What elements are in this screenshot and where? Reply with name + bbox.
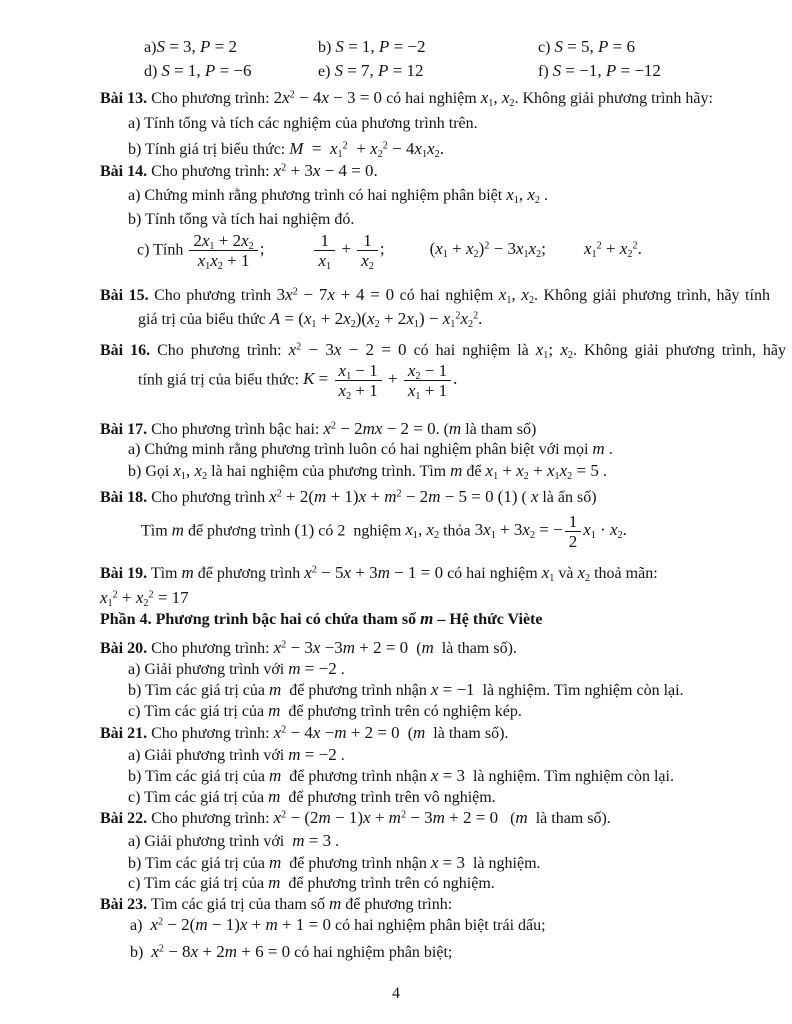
- text-run: c): [538, 39, 555, 56]
- math-run: m: [268, 873, 281, 892]
- text-run: Cho phương trình: [148, 287, 277, 304]
- text-run: a) Chứng minh rằng phương trình có hai nghiệm phân biệt: [128, 187, 507, 204]
- bai-13-b: [128, 138, 444, 161]
- bai-17-b: [128, 460, 607, 483]
- text-run: a) Giải phương trình với: [128, 833, 293, 850]
- bai-22-title: [100, 807, 611, 830]
- text-run: (: [399, 725, 414, 742]
- math-run: S = 1, P = −6: [161, 61, 252, 80]
- vieta-option-e: [318, 60, 424, 83]
- text-run: e): [318, 63, 335, 80]
- bai-17-a: [128, 438, 613, 461]
- text-run: là tham số): [461, 421, 537, 438]
- text-run: là hai nghiệm của phương trình. Tìm: [207, 463, 451, 480]
- math-run: $x^2 - 4x -m + 2 = 0$: [273, 723, 400, 742]
- math-run: $x_1$, $x_2$: [405, 520, 440, 542]
- vieta-option-c: [538, 36, 635, 59]
- vieta-option-a: [144, 36, 237, 59]
- text-run: c) Tìm các giá trị của: [128, 789, 269, 806]
- math-run: $x_1^2 + x_2^2$.: [584, 239, 642, 261]
- math-run: x: [530, 487, 539, 506]
- math-run: m: [421, 638, 434, 657]
- bold-text-run: Bài 18.: [100, 489, 148, 506]
- math-run: m: [329, 894, 342, 913]
- text-run: a) Giải phương trình với: [128, 747, 289, 764]
- page-number: 4: [392, 985, 400, 1002]
- math-run: x = 3: [430, 766, 465, 785]
- bold-text-run: Bài 22.: [100, 810, 148, 827]
- text-run: .: [604, 441, 613, 458]
- math-run: $2x^2 - 4x - 3 = 0$: [273, 88, 383, 107]
- math-run: m: [268, 787, 281, 806]
- text-run: để phương trình nhận: [281, 682, 431, 699]
- text-run: là nghiệm. Tìm nghiệm còn lại.: [474, 682, 684, 699]
- fraction: $\frac{x_1 - 1}{x_2 + 1}$: [333, 361, 384, 400]
- math-run: m: [171, 520, 184, 540]
- text-run: b): [318, 39, 336, 56]
- text-run: để phương trình trên có nghiệm kép.: [280, 703, 522, 720]
- vieta-option-b: [318, 36, 426, 59]
- text-run: là nghiệm. Tìm nghiệm còn lại.: [464, 768, 674, 785]
- text-run: a) Giải phương trình với: [128, 661, 289, 678]
- math-run: $x_1^2 + x_2^2 = 17$: [100, 588, 189, 610]
- text-run: b) Gọi: [128, 463, 174, 480]
- text-run: giá trị của biểu thức: [138, 311, 270, 328]
- text-run: .: [336, 661, 345, 678]
- bold-text-run: Bài 23.: [100, 896, 148, 913]
- math-run: m = −2: [288, 659, 337, 678]
- text-run: Tìm: [147, 565, 182, 582]
- bai-20-title: [100, 637, 517, 660]
- bold-text-run: Bài 17.: [100, 421, 148, 438]
- math-run: m: [450, 461, 463, 480]
- math-run: $x_2$: [577, 563, 591, 585]
- math-run: $x^2 - 3x - 2 = 0$: [288, 340, 407, 359]
- text-run: để phương trình nhận: [281, 768, 431, 785]
- math-run: S = −1, P = −12: [552, 61, 661, 80]
- math-run: $x^2 + 3x - 4 = 0$.: [273, 161, 378, 180]
- text-run: Cho phương trình:: [147, 640, 274, 657]
- text-run: là tham số).: [425, 725, 509, 742]
- vieta-option-f: [538, 60, 661, 83]
- text-run: . Không giải phương trình hãy:: [514, 90, 713, 107]
- math-run: S = 5, P = 6: [554, 37, 636, 56]
- text-run: b): [130, 944, 152, 961]
- text-run: có 2 nghiệm: [314, 522, 406, 540]
- bai-19-title: [100, 562, 658, 585]
- bai-13-a: [128, 113, 478, 135]
- math-run: $x^2 + 2(m + 1)x + m^2 - 2m - 5 = 0$: [269, 487, 494, 506]
- bold-text-run: Bài 15.: [100, 287, 149, 304]
- bai-15-cont: [138, 308, 482, 331]
- bai-15-title: [100, 284, 770, 307]
- text-run: thoả mãn:: [590, 565, 658, 582]
- bai-21-title: [100, 722, 508, 745]
- text-run: Cho phương trình:: [147, 90, 274, 107]
- math-run: $A = (x_1 + 2x_2)(x_2 + 2x_1) - x_1^2x_2^2$.: [269, 309, 483, 331]
- text-run: Cho phương trình:: [150, 342, 289, 359]
- bai-21-a: [128, 744, 345, 767]
- math-run: x = −1: [430, 680, 475, 699]
- text-run: .: [331, 833, 340, 850]
- text-run: a) Tính tổng và tích các nghiệm của phương trình trên.: [128, 115, 478, 132]
- bai-20-a: [128, 658, 345, 681]
- text-run: b) Tính giá trị biểu thức:: [128, 141, 290, 158]
- math-run: m = 3: [292, 831, 332, 850]
- text-run: b) Tìm các giá trị của: [128, 855, 269, 872]
- math-run: m: [268, 853, 282, 872]
- math-run: m: [268, 701, 281, 720]
- math-run: (1): [294, 520, 315, 540]
- math-run: $x^2 - 3x -3m + 2 = 0$: [273, 638, 409, 657]
- bold-text-run: – Hệ thức Viète: [433, 611, 543, 628]
- phan-4-heading: [100, 608, 542, 631]
- bold-text-run: Bài 21.: [100, 725, 148, 742]
- math-run: $x_1$, $x_2$: [498, 285, 535, 307]
- text-run: (: [498, 810, 516, 827]
- bai-18-cont: [141, 512, 627, 551]
- bold-math-run: m: [420, 609, 434, 628]
- text-run: Tìm các giá trị của tham số: [147, 896, 329, 913]
- text-run: . (: [435, 421, 449, 438]
- math-run: S = 1, P = −2: [335, 37, 426, 56]
- bai-22-a: [128, 830, 339, 853]
- bai-18-title: [100, 486, 597, 509]
- text-run: (: [517, 489, 531, 506]
- fraction: $\frac{x_2 - 1}{x_1 + 1}$: [402, 361, 453, 400]
- math-run: $x_1$; $x_2$: [535, 340, 574, 362]
- bai-23-b: [130, 941, 452, 964]
- text-run: là tham số).: [527, 810, 611, 827]
- bold-text-run: Phần 4. Phương trình bậc hai có chứa tham số: [100, 611, 421, 628]
- text-run: Cho phương trình:: [147, 163, 274, 180]
- bold-text-run: Bài 16.: [100, 342, 151, 359]
- fraction: $\frac{2x_1 + 2x_2}{x_1x_2 + 1}$: [187, 231, 259, 270]
- text-run: và: [554, 565, 578, 582]
- math-run: $x^2 - (2m - 1)x + m^2 - 3m + 2 = 0$: [273, 808, 499, 827]
- text-run: b) Tìm các giá trị của: [128, 768, 269, 785]
- text-run: để phương trình: [183, 522, 295, 540]
- text-run: để phương trình nhận: [281, 855, 431, 872]
- text-run: a): [130, 917, 151, 934]
- math-run: $3x_1 + 3x_2$ = − $\frac{1}{2}$ $x_1 \cdot x_2$.: [474, 512, 627, 552]
- bai-23-title: [100, 893, 452, 916]
- math-run: $\frac{2x_1 + 2x_2}{x_1x_2 + 1}$ ;: [187, 239, 264, 258]
- math-run: K = $\frac{x_1 - 1}{x_2 + 1}$ + $\frac{x_2 - 1}{x_1 + 1}$ .: [303, 361, 458, 403]
- text-run: . Không giải phương trình, hãy: [573, 342, 787, 359]
- text-run: b) Tính tổng và tích hai nghiệm đó.: [128, 211, 355, 228]
- text-run: c) Tìm các giá trị của: [128, 703, 269, 720]
- bai-23-a: [130, 914, 546, 937]
- text-run: có hai nghiệm: [382, 90, 481, 107]
- text-run: c) Tìm các giá trị của: [128, 875, 269, 892]
- text-run: là tham số).: [433, 640, 517, 657]
- math-run: $x^2 - 2mx - 2 = 0$: [323, 419, 436, 438]
- math-run: m: [592, 439, 605, 458]
- text-run: . Không giải phương trình, hãy tính: [534, 287, 770, 304]
- text-run: có hai nghiệm phân biệt trái dấu;: [330, 917, 546, 934]
- text-run: Cho phương trình: [147, 489, 270, 506]
- math-run: m: [413, 723, 426, 742]
- math-run: $x_1$, $x_2$: [480, 88, 515, 110]
- math-run: (1): [497, 487, 518, 506]
- math-run: S = 7, P = 12: [334, 61, 424, 80]
- math-run: m: [448, 419, 462, 438]
- text-run: là ẩn số): [538, 489, 597, 506]
- text-run: (: [408, 640, 422, 657]
- bai-14-c: [137, 231, 642, 273]
- math-run: S = 3, P = 2: [156, 37, 238, 56]
- math-run: $x^2 - 2(m - 1)x + m + 1 = 0$: [150, 915, 331, 934]
- bai-14-b: [128, 209, 354, 231]
- math-run: $3x^2 - 7x + 4 = 0$: [276, 285, 395, 304]
- text-run: tính giá trị của biểu thức:: [138, 371, 304, 389]
- fraction: $\frac{1}{2}$: [563, 512, 584, 551]
- bai-21-b: [128, 765, 674, 788]
- text-run: có hai nghiệm phân biệt;: [290, 944, 453, 961]
- math-run: m: [181, 563, 194, 582]
- bai-20-b: [128, 679, 684, 702]
- bai-20-c: [128, 700, 522, 723]
- bai-13-title: [100, 87, 713, 110]
- math-run: $x_1 + x_2 + x_1x_2 = 5$: [485, 461, 599, 483]
- text-run: f): [538, 63, 553, 80]
- text-run: b) Tìm các giá trị của: [128, 682, 269, 699]
- vieta-option-d: [144, 60, 252, 83]
- text-run: có hai nghiệm: [394, 287, 499, 304]
- math-run: $M = x_1^2 + x_2^2 - 4x_1x_2$.: [289, 139, 444, 161]
- text-run: có hai nghiệm: [443, 565, 542, 582]
- text-run: để: [462, 463, 486, 480]
- bold-text-run: Bài 13.: [100, 90, 148, 107]
- text-run: là nghiệm.: [464, 855, 541, 872]
- math-run: $x^2 - 5x + 3m - 1 = 0$: [304, 563, 444, 582]
- math-run: $\frac{1}{x_1}$ + $\frac{1}{x_2}$ ;: [312, 239, 384, 258]
- text-run: .: [336, 747, 345, 764]
- text-run: .: [539, 187, 548, 204]
- text-run: để phương trình:: [341, 896, 453, 913]
- bai-19-cont: [100, 587, 189, 610]
- bold-text-run: Bài 14.: [100, 163, 148, 180]
- bai-16-cont: [138, 361, 458, 403]
- math-run: m = −2: [288, 745, 337, 764]
- text-run: Cho phương trình bậc hai:: [147, 421, 324, 438]
- bai-16-title: [100, 339, 786, 362]
- text-run: a): [144, 39, 157, 56]
- math-run: $x_1$, $x_2$: [506, 185, 540, 207]
- bai-14-a: [128, 184, 548, 207]
- text-run: có hai nghiệm là: [406, 342, 536, 359]
- text-run: .: [598, 463, 607, 480]
- math-run: m: [268, 680, 282, 699]
- fraction: $\frac{1}{x_1}$: [312, 231, 337, 270]
- text-run: thỏa: [439, 522, 475, 540]
- text-run: để phương trình: [193, 565, 305, 582]
- math-run: m: [268, 766, 282, 785]
- math-run: $x_1$: [541, 563, 555, 585]
- text-run: để phương trình trên có nghiệm.: [280, 875, 495, 892]
- bai-22-c: [128, 872, 495, 895]
- math-run: $x_1$, $x_2$: [173, 461, 208, 483]
- math-run: x = 3: [430, 853, 465, 872]
- text-run: Cho phương trình:: [147, 810, 274, 827]
- text-run: a) Chứng minh rằng phương trình luôn có hai nghiệm phân biệt với mọi: [128, 441, 593, 458]
- text-run: c) Tính: [137, 241, 188, 259]
- text-run: để phương trình trên vô nghiệm.: [280, 789, 496, 806]
- math-run: $(x_1 + x_2)^2 - 3x_1x_2$;: [429, 239, 546, 261]
- text-run: Tìm: [141, 522, 172, 540]
- fraction: $\frac{1}{x_2}$: [355, 231, 380, 270]
- bai-14-title: [100, 160, 378, 183]
- text-run: Cho phương trình:: [147, 725, 274, 742]
- bold-text-run: Bài 20.: [100, 640, 148, 657]
- bai-21-c: [128, 786, 496, 809]
- math-run: m: [515, 808, 528, 827]
- bold-text-run: Bài 19.: [100, 565, 148, 582]
- text-run: d): [144, 63, 162, 80]
- math-run: $x^2 - 8x + 2m + 6 = 0$: [151, 942, 291, 961]
